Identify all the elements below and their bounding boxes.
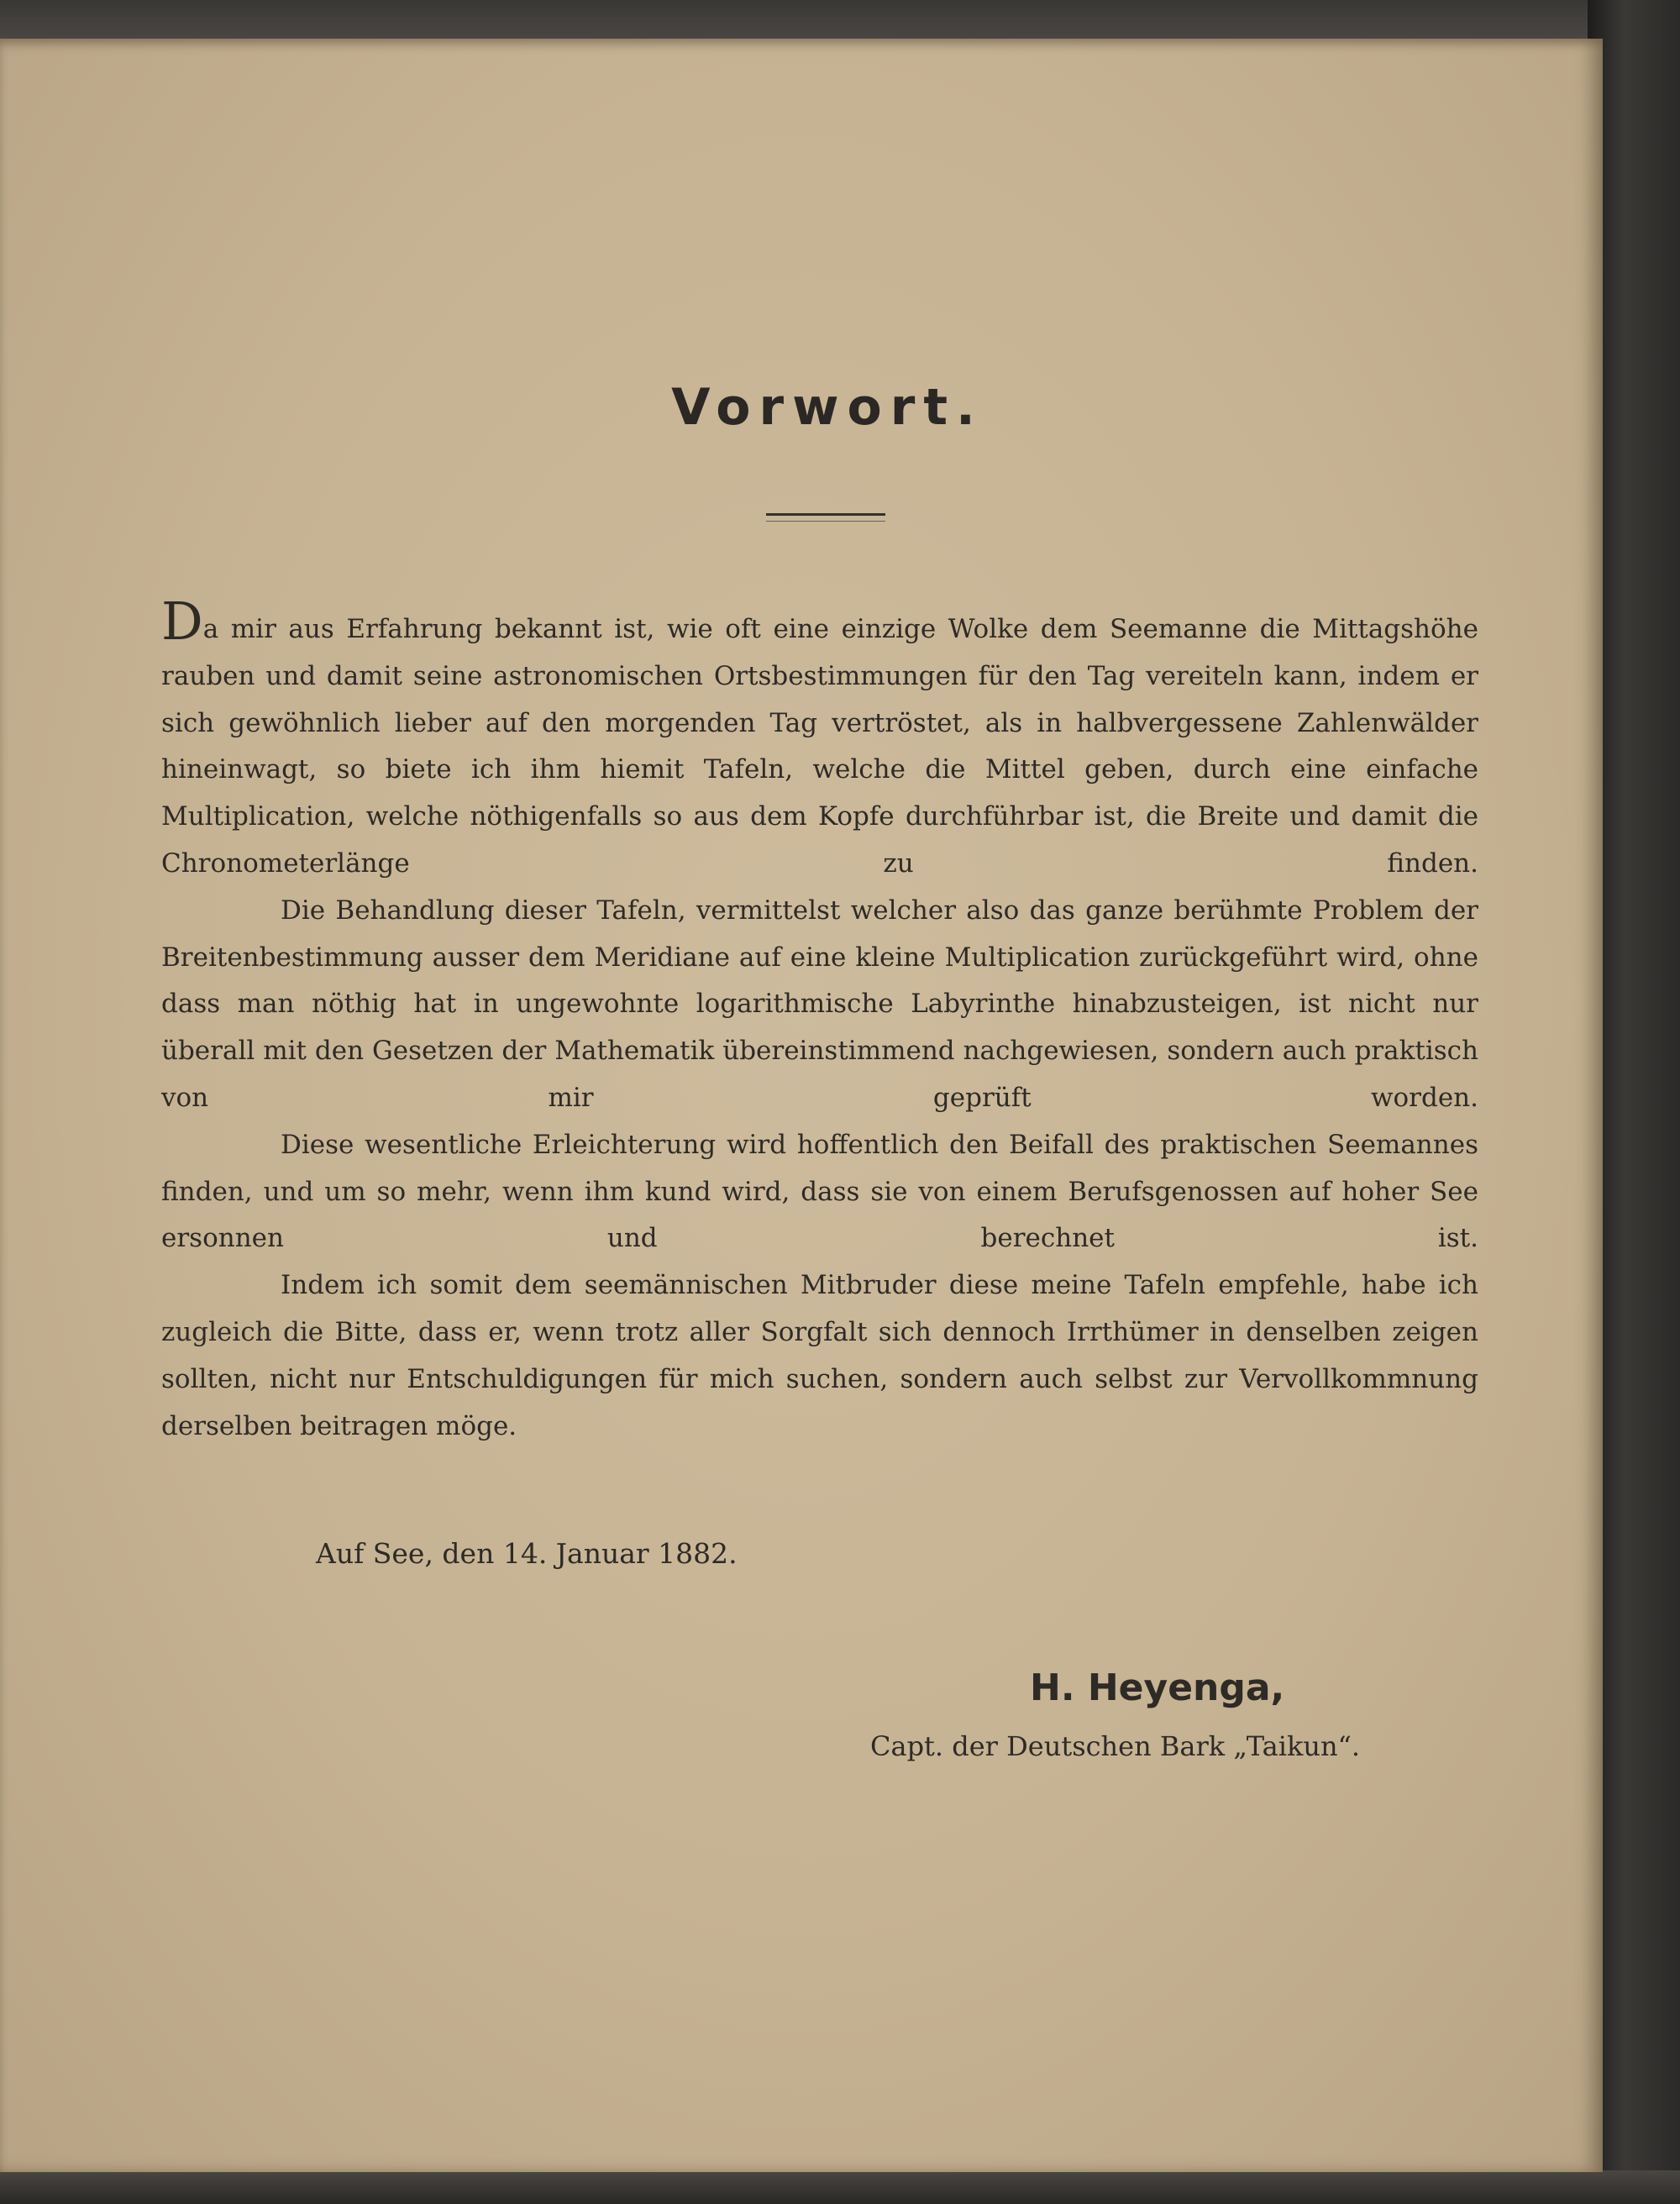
document-page: [0, 39, 1603, 2172]
title-rule: [766, 513, 885, 516]
title-rule-thin: [766, 521, 885, 522]
book-binding-top: [0, 0, 1680, 40]
paragraph-1-text: a mir aus Erfahrung bekannt ist, wie oft eine einzige Wolke dem Seemanne die Mittagshöhe rauben und damit seine astronomischen Ortsbestimmungen für den Tag vereiteln kann, indem er sich gewöhnlich lieber auf den morgenden Tag vertröstet, als in halbvergessene Zahlenwälder hineinwagt, so biete ich ihm hiemit Tafeln, welche die Mittel geben, durch eine einfache Multiplication, welche nöthigenfalls so aus dem Kopfe durchführbar ist, die Breite und damit die Chronometerlänge zu finden.: [161, 614, 1478, 879]
signature-rank: Capt. der Deutschen Bark „Taikun“.: [870, 1730, 1361, 1762]
paragraph-3: Diese wesentliche Erleichterung wird hoffentlich den Beifall des praktischen Seemannes finden, und um so mehr, wenn ihm kund wird, dass sie von einem Berufsgenossen auf hoher See ersonnen und berechnet ist.: [161, 1129, 1478, 1254]
book-binding-bottom: [0, 2170, 1680, 2204]
paragraph-4: Indem ich somit dem seemännischen Mitbruder diese meine Tafeln empfehle, habe ich zugleich die Bitte, dass er, wenn trotz aller Sorgfalt sich dennoch Irrthümer in denselben zeigen sollten, nicht nur Entschuldigungen für mich suchen, sondern auch selbst zur Vervollkommnung derselben beitragen möge.: [161, 1270, 1478, 1441]
page-title: Vorwort.: [671, 378, 984, 437]
paragraph-1: [161, 590, 1478, 888]
preface-body: [161, 590, 1478, 1450]
drop-cap: D: [161, 590, 203, 652]
signature-name: H. Heyenga,: [1030, 1666, 1285, 1709]
paragraph-2: Die Behandlung dieser Tafeln, vermittelst welcher also das ganze berühmte Problem der Breitenbestimmung ausser dem Meridiane auf eine kleine Multiplication zurückgeführt wird, ohne dass man nöthig hat in ungewohnte logarithmische Labyrinthe hinabzusteigen, ist nicht nur überall mit den Gesetzen der Mathematik übereinstimmend nachgewiesen, sondern auch praktisch von mir geprüft worden.: [161, 895, 1478, 1113]
dateline: Auf See, den 14. Januar 1882.: [316, 1537, 738, 1570]
